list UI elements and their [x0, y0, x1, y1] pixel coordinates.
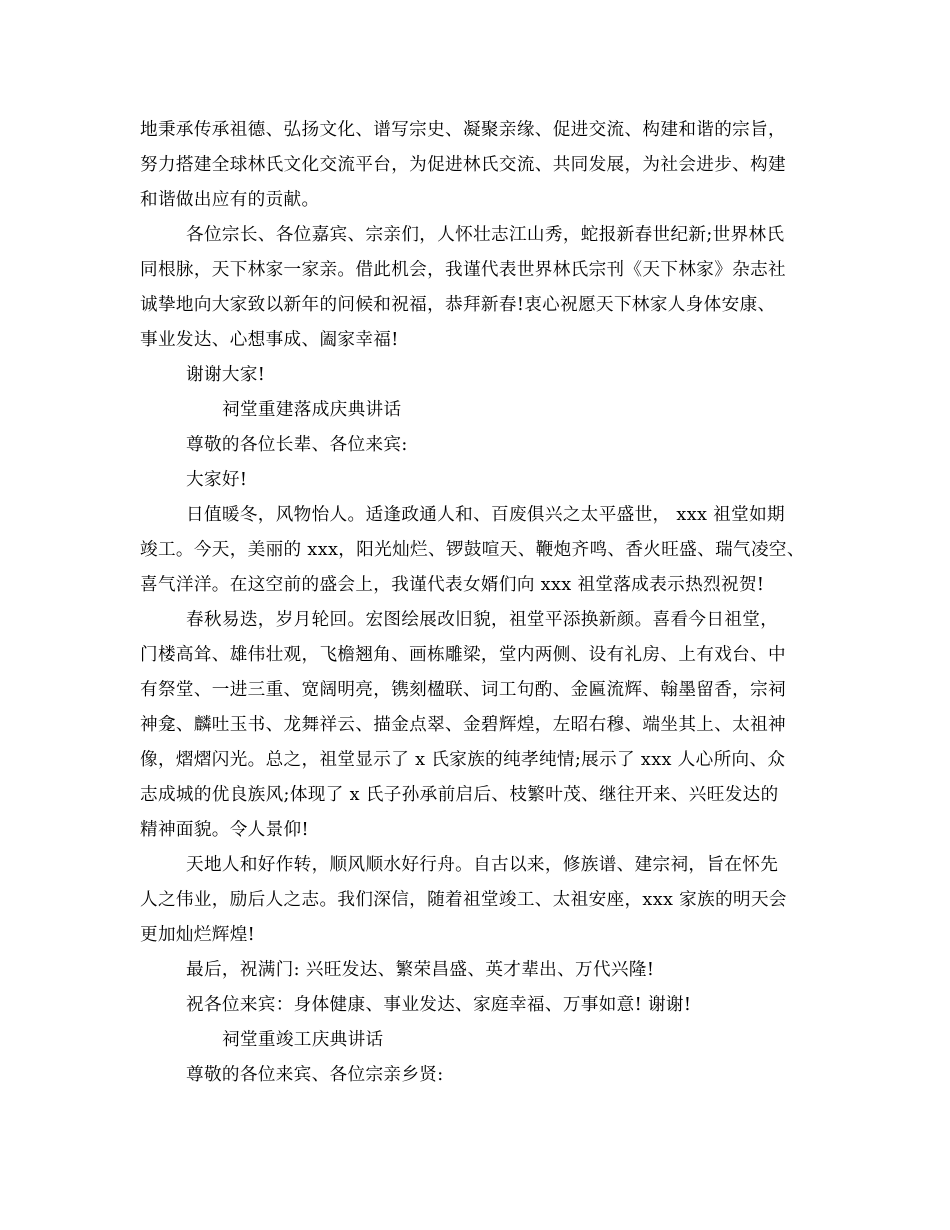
paragraph-line: 最后，祝满门: 兴旺发达、繁荣昌盛、英才辈出、万代兴隆!: [186, 960, 655, 980]
paragraph-line: 地秉承传承祖德、弘扬文化、谱写宗史、凝聚亲缘、促进交流、构建和谐的宗旨，: [140, 120, 786, 140]
paragraph-line: 和谐做出应有的贡献。: [140, 190, 320, 210]
paragraph-line: 精神面貌。令人景仰!: [140, 820, 309, 840]
paragraph-line: 门楼高耸、雄伟壮观，飞檐翘角、画栋雕梁，堂内两侧、设有礼房、上有戏台、中: [140, 645, 786, 665]
paragraph-line: 事业发达、心想事成、阖家幸福!: [140, 330, 399, 350]
paragraph-line: 更加灿烂辉煌!: [140, 925, 256, 945]
section-heading: 祠堂重建落成庆典讲话: [222, 400, 402, 420]
paragraph-line: 努力搭建全球林氏文化交流平台，为促进林氏交流、共同发展，为社会进步、构建: [140, 155, 786, 175]
paragraph-line: 各位宗长、各位嘉宾、宗亲们，人怀壮志江山秀，蛇报新春世纪新;世界林氏: [186, 225, 785, 245]
paragraph-line: 诚挚地向大家致以新年的问候和祝福，恭拜新春!衷心祝愿天下林家人身体安康、: [140, 295, 776, 315]
paragraph-line: 竣工。今天，美丽的 xxx，阳光灿烂、锣鼓喧天、鞭炮齐鸣、香火旺盛、瑞气凌空、: [140, 540, 805, 560]
paragraph-line: 天地人和好作转，顺风顺水好行舟。自古以来，修族谱、建宗祠，旨在怀先: [186, 855, 779, 875]
paragraph-line: 神龛、麟吐玉书、龙舞祥云、描金点翠、金碧辉煌，左昭右穆、端坐其上、太祖神: [140, 715, 786, 735]
paragraph-line: 喜气洋洋。在这空前的盛会上，我谨代表女婿们向 xxx 祖堂落成表示热烈祝贺!: [140, 575, 765, 595]
paragraph-line: 像，熠熠闪光。总之，祖堂显示了 x 氏家族的纯孝纯情;展示了 xxx 人心所向、众: [140, 750, 786, 770]
salutation-line: 尊敬的各位来宾、各位宗亲乡贤:: [186, 1065, 444, 1085]
paragraph-line: 人之伟业，励后人之志。我们深信，随着祖堂竣工、太祖安座，xxx 家族的明天会: [140, 890, 787, 910]
section-heading: 祠堂重竣工庆典讲话: [222, 1030, 384, 1050]
paragraph-line: 有祭堂、一进三重、宽阔明亮，镌刻楹联、词工句酌、金匾流辉、翰墨留香，宗祠: [140, 680, 786, 700]
greeting-line: 大家好!: [186, 470, 248, 490]
paragraph-line: 祝各位来宾：身体健康、事业发达、家庭幸福、万事如意! 谢谢!: [186, 995, 692, 1015]
paragraph-line: 日值暖冬，风物怡人。适逢政通人和、百废俱兴之太平盛世， xxx 祖堂如期: [186, 505, 785, 525]
salutation-line: 尊敬的各位长辈、各位来宾:: [186, 435, 408, 455]
paragraph-line: 谢谢大家!: [186, 365, 266, 385]
paragraph-line: 春秋易迭，岁月轮回。宏图绘展改旧貌，祖堂平添换新颜。喜看今日祖堂，: [186, 610, 779, 630]
paragraph-line: 志成城的优良族风;体现了 x 氏子孙承前启后、枝繁叶茂、继往开来、兴旺发达的: [140, 785, 779, 805]
paragraph-line: 同根脉，天下林家一家亲。借此机会，我谨代表世界林氏宗刊《天下林家》杂志社: [140, 260, 786, 280]
